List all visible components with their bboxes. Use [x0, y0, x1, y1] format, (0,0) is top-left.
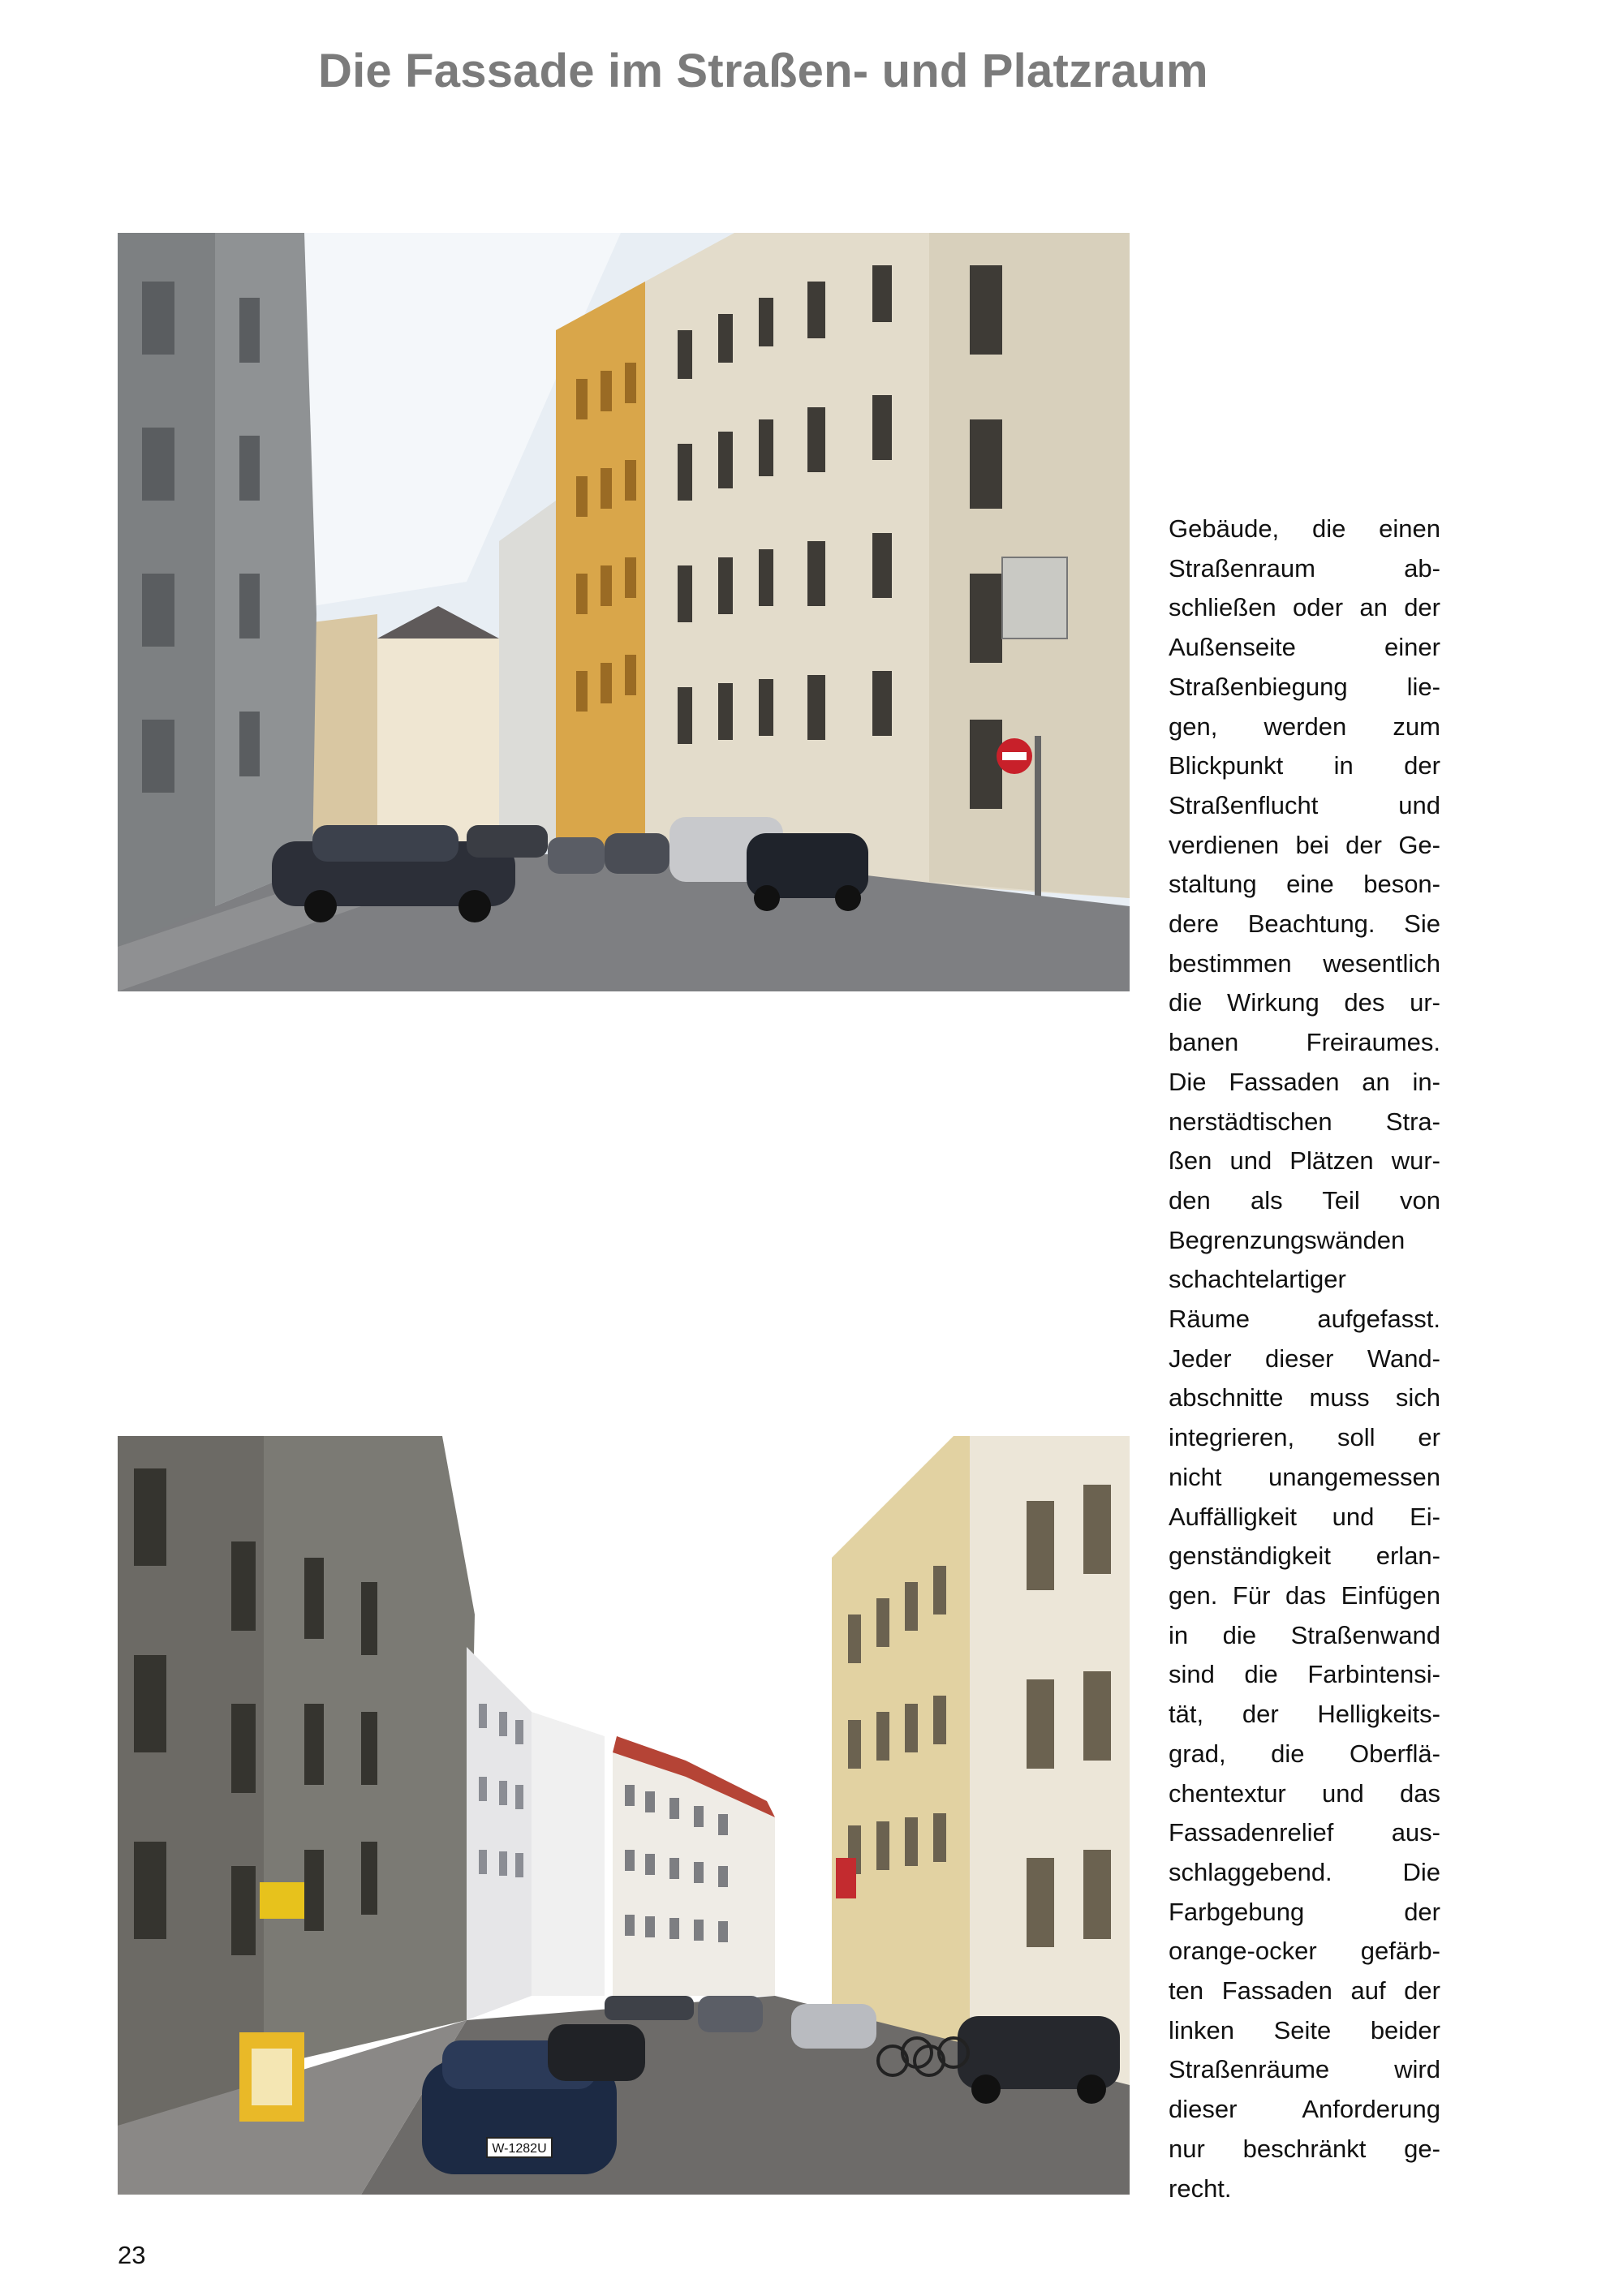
body-line: Jeder dieser Wand- — [1169, 1344, 1440, 1373]
body-text — [1169, 510, 1440, 2208]
body-line: integrieren, soll er — [1169, 1423, 1440, 1452]
body-line: ßen und Plätzen wur- — [1169, 1146, 1440, 1176]
body-line: orange-ocker gefärb- — [1169, 1937, 1440, 1966]
body-line: Farbgebung der — [1169, 1897, 1440, 1926]
body-line: nicht unangemessen — [1169, 1462, 1440, 1491]
body-line: sind die Farbintensi- — [1169, 1660, 1440, 1689]
body-line: den als Teil von — [1169, 1185, 1440, 1215]
body-line: die Wirkung des ur- — [1169, 988, 1440, 1017]
body-line: Die Fassaden an in- — [1169, 1067, 1440, 1096]
body-line: Straßenräume wird — [1169, 2055, 1440, 2084]
body-line: Räume aufgefasst. — [1169, 1305, 1440, 1334]
body-line: grad, die Oberflä- — [1169, 1739, 1440, 1768]
body-line: recht. — [1169, 2173, 1232, 2203]
body-line: Begrenzungswänden — [1169, 1225, 1406, 1254]
body-line: Fassadenrelief aus- — [1169, 1818, 1440, 1847]
body-line: staltung eine beson- — [1169, 870, 1440, 899]
body-line: nerstädtischen Stra- — [1169, 1107, 1440, 1136]
body-line: bestimmen wesentlich — [1169, 948, 1440, 978]
license-plate-text: W-1282U — [492, 2142, 547, 2156]
page-number: 23 — [118, 2241, 146, 2269]
body-line: gen, werden zum — [1169, 712, 1440, 741]
body-line: Außenseite einer — [1169, 633, 1440, 662]
body-line: schlaggebend. Die — [1169, 1857, 1440, 1886]
body-line: verdienen bei der Ge- — [1169, 830, 1440, 859]
body-line: tät, der Helligkeits- — [1169, 1700, 1440, 1729]
body-line: banen Freiraumes. — [1169, 1028, 1440, 1057]
body-line: ten Fassaden auf der — [1169, 1976, 1440, 2006]
body-line: Auffälligkeit und Ei- — [1169, 1502, 1440, 1531]
body-line: Straßenraum ab- — [1169, 553, 1440, 583]
body-line: abschnitte muss sich — [1169, 1383, 1440, 1412]
page-title: Die Fassade im Straßen- und Platzraum — [318, 45, 1208, 97]
body-line: nur beschränkt ge- — [1169, 2134, 1440, 2163]
body-line: genständigkeit erlan- — [1169, 1541, 1440, 1571]
street-photo-bottom — [118, 1436, 1130, 2195]
body-line: Straßenflucht und — [1169, 790, 1440, 819]
body-line: dieser Anforderung — [1169, 2095, 1440, 2124]
street-photo-top — [118, 233, 1130, 991]
body-line: dere Beachtung. Sie — [1169, 909, 1440, 939]
body-line: Gebäude, die einen — [1169, 514, 1440, 543]
body-line: schließen oder an der — [1169, 593, 1440, 622]
body-line: linken Seite beider — [1169, 2015, 1440, 2044]
body-line: in die Straßenwand — [1169, 1620, 1440, 1649]
body-line: Straßenbiegung lie- — [1169, 672, 1440, 701]
body-line: schachtelartiger — [1169, 1265, 1346, 1294]
body-line: chentextur und das — [1169, 1778, 1440, 1808]
body-line: Blickpunkt in der — [1169, 751, 1440, 780]
body-line: gen. Für das Einfügen — [1169, 1580, 1440, 1610]
